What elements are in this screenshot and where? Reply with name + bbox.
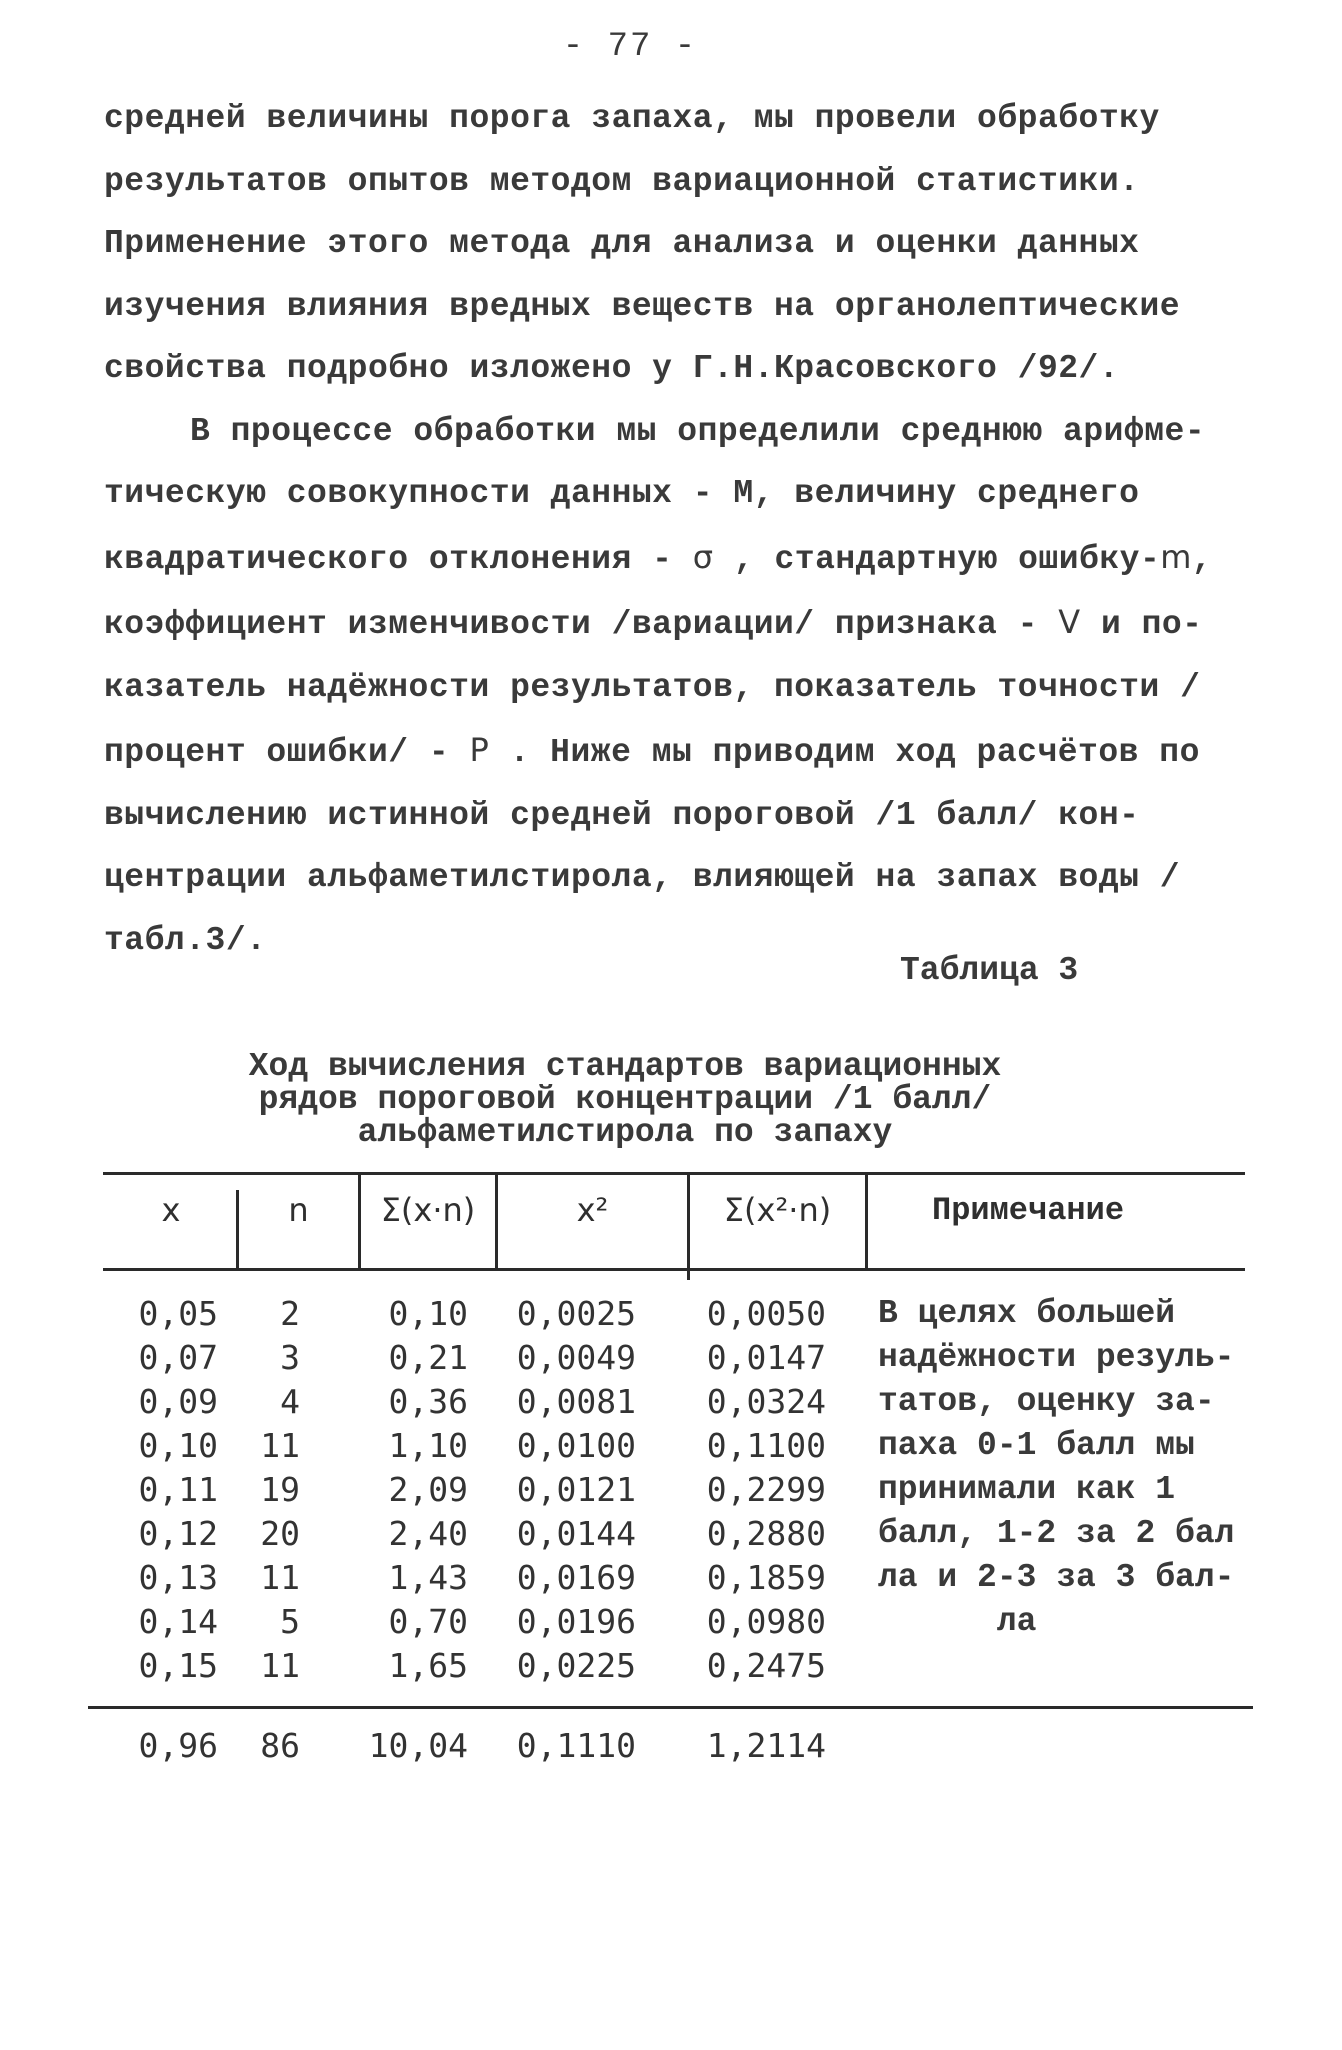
cell-sum-xn: 0,10 — [388, 1294, 468, 1333]
page-number: - 77 - — [562, 28, 698, 66]
cell-x: 0,14 — [138, 1602, 218, 1641]
cell-n: 4 — [280, 1382, 300, 1421]
table-totals-rule — [88, 1706, 1253, 1709]
cell-sum-xn: 1,65 — [388, 1646, 468, 1685]
cell-x: 0,13 — [138, 1558, 218, 1597]
table-note: В целях большей надёжности резуль- татов, оценку за- паха 0-1 балл мы принимали как 1 балл, 1-2 за 2 бал ла и 2-3 за 3 бал- ла — [878, 1295, 1235, 1640]
paragraph-2 — [104, 401, 1264, 973]
cell-x: 0,09 — [138, 1382, 218, 1421]
cell-x-squared: 0,0081 — [516, 1382, 636, 1421]
cell-sum-xn: 0,36 — [388, 1382, 468, 1421]
p-symbol: P — [469, 731, 490, 769]
cell-sum-x2n: 0,0050 — [706, 1294, 826, 1333]
header-x-squared: x² — [576, 1191, 609, 1229]
cell-x: 0,07 — [138, 1338, 218, 1377]
cell-x-squared: 0,0025 — [516, 1294, 636, 1333]
cell-sum-x2n: 0,0147 — [706, 1338, 826, 1377]
total-cell-n: 86 — [260, 1726, 300, 1765]
cell-n: 11 — [260, 1426, 300, 1465]
cell-x-squared: 0,0169 — [516, 1558, 636, 1597]
cell-n: 20 — [260, 1514, 300, 1553]
table-header-rule — [103, 1268, 1245, 1271]
cell-x-squared: 0,0049 — [516, 1338, 636, 1377]
cell-n: 2 — [280, 1294, 300, 1333]
cell-sum-xn: 2,40 — [388, 1514, 468, 1553]
cell-x-squared: 0,0196 — [516, 1602, 636, 1641]
caption-line: альфаметилстирола по запаху — [357, 1114, 893, 1151]
table-caption — [100, 1050, 1150, 1149]
cell-sum-x2n: 0,1100 — [706, 1426, 826, 1465]
table-label: Таблица 3 — [900, 952, 1079, 989]
cell-n: 19 — [260, 1470, 300, 1509]
paragraph-2-part-3: , коэффициент изменчивости /вариации/ признака - — [104, 540, 1213, 643]
cell-sum-x2n: 0,2880 — [706, 1514, 826, 1553]
caption-line: рядов пороговой концентрации /1 балл/ — [258, 1081, 992, 1118]
cell-x: 0,12 — [138, 1514, 218, 1553]
paragraph-2-part-5: . Ниже мы приводим ход расчётов по вычислению истинной средней пороговой /1 балл/ кон- центрации альфаметилстирола, влияющей на запах воды /табл.3/. — [104, 734, 1200, 959]
cell-n: 11 — [260, 1558, 300, 1597]
cell-n: 11 — [260, 1646, 300, 1685]
cell-sum-xn: 1,43 — [388, 1558, 468, 1597]
cell-n: 3 — [280, 1338, 300, 1377]
header-sum-xn: Σ(x·n) — [380, 1191, 476, 1229]
cell-x-squared: 0,0144 — [516, 1514, 636, 1553]
cell-sum-x2n: 0,0980 — [706, 1602, 826, 1641]
paragraph-2-part-2: , стандартную ошибку- — [713, 540, 1161, 578]
cell-x: 0,10 — [138, 1426, 218, 1465]
paragraph-1: средней величины порога запаха, мы провели обработку результатов опытов методом вариационной статистики. Применение этого метода для анализа и оценки данных изучения влияния вредных веществ на органолептические свойства подробно изложено у Г.Н.Красовского /92/. — [104, 100, 1181, 387]
cell-x-squared: 0,0121 — [516, 1470, 636, 1509]
cell-x-squared: 0,0100 — [516, 1426, 636, 1465]
cell-sum-xn: 1,10 — [388, 1426, 468, 1465]
total-cell-x-squared: 0,1110 — [516, 1726, 636, 1765]
v-symbol: V — [1058, 603, 1081, 641]
cell-sum-x2n: 0,2299 — [706, 1470, 826, 1509]
cell-x: 0,15 — [138, 1646, 218, 1685]
header-note: Примечание — [931, 1191, 1125, 1229]
header-sum-x2n: Σ(x²·n) — [723, 1191, 832, 1229]
cell-sum-x2n: 0,1859 — [706, 1558, 826, 1597]
cell-sum-x2n: 0,2475 — [706, 1646, 826, 1685]
sigma-symbol: σ — [692, 537, 714, 576]
cell-x: 0,05 — [138, 1294, 218, 1333]
header-x: x — [161, 1191, 181, 1229]
total-cell-sum-xn: 10,04 — [368, 1726, 468, 1765]
cell-sum-xn: 2,09 — [388, 1470, 468, 1509]
m-symbol: m — [1160, 537, 1192, 576]
body-text — [104, 88, 1264, 972]
paragraph-2-part-1: В процессе обработки мы определили среднюю арифме- тическую совокупности данных - М, величину среднего квадратического отклонения - — [104, 412, 1206, 578]
total-cell-x: 0,96 — [138, 1726, 218, 1765]
cell-n: 5 — [280, 1602, 300, 1641]
cell-sum-xn: 0,21 — [388, 1338, 468, 1377]
total-cell-sum-x2n: 1,2114 — [706, 1726, 826, 1765]
cell-sum-x2n: 0,0324 — [706, 1382, 826, 1421]
paragraph-2-part-4: и по- казатель надёжности результатов, показатель точности /процент ошибки/ - — [104, 606, 1203, 771]
cell-x: 0,11 — [138, 1470, 218, 1509]
cell-sum-xn: 0,70 — [388, 1602, 468, 1641]
header-n: n — [288, 1191, 309, 1229]
cell-x-squared: 0,0225 — [516, 1646, 636, 1685]
caption-line: Ход вычисления стандартов вариационных — [248, 1048, 1002, 1085]
